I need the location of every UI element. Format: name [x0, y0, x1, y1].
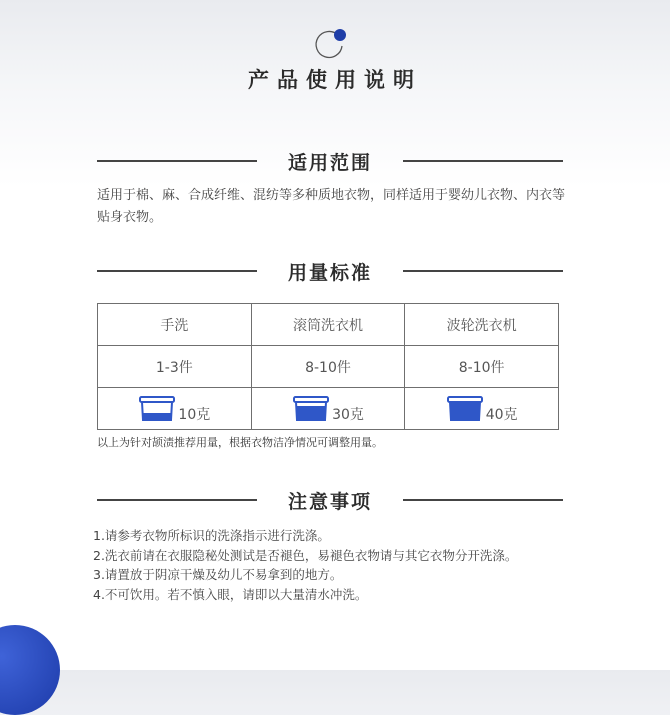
count-pulsator-washer: 8-10件	[405, 346, 559, 388]
amount-hand-wash: 10克	[178, 406, 211, 423]
decorative-circle	[0, 625, 60, 715]
divider-right	[403, 160, 563, 162]
section-heading-scope	[97, 148, 563, 174]
caution-item: 1.请参考衣物所标识的洗涤指示进行洗涤。	[93, 528, 330, 543]
section-title: 用量标准	[287, 262, 372, 284]
section-title: 适用范围	[287, 152, 372, 174]
amount-cell	[98, 388, 252, 430]
section-heading-caution	[97, 487, 563, 513]
amount-pulsator-washer: 40克	[485, 406, 518, 423]
col-header-pulsator-washer: 波轮洗衣机	[405, 304, 559, 346]
amount-drum-washer: 30克	[332, 406, 364, 423]
brand-logo-icon	[313, 26, 349, 62]
section-heading-dosage	[97, 258, 563, 284]
count-hand-wash: 1-3件	[98, 346, 252, 388]
caution-list	[93, 526, 613, 604]
col-header-drum-washer: 滚筒洗衣机	[251, 304, 405, 346]
measuring-cup-icon	[292, 395, 330, 423]
scope-text: 适用于棉、麻、合成纤维、混纺等多种质地衣物，同样适用于婴幼儿衣物、内衣等贴身衣物。	[97, 188, 566, 225]
divider-right	[403, 499, 563, 501]
table-row-header	[98, 304, 559, 346]
count-drum-washer: 8-10件	[251, 346, 405, 388]
measuring-cup-icon	[446, 395, 484, 423]
measuring-cup-icon	[138, 395, 176, 423]
dosage-note: 以上为针对颉渍推荐用量，根据衣物洁净情况可调整用量。	[97, 436, 383, 449]
caution-item: 3.请置放于阴凉干燥及幼儿不易拿到的地方。	[93, 567, 343, 582]
dosage-table	[97, 303, 559, 430]
page-title: 产品使用说明	[248, 68, 422, 92]
amount-cell	[251, 388, 405, 430]
divider-right	[403, 270, 563, 272]
table-row-amounts	[98, 388, 559, 430]
caution-item: 4.不可饮用。若不慎入眼，请即以大量清水冲洗。	[93, 586, 368, 602]
table-row-counts	[98, 346, 559, 388]
amount-cell	[405, 388, 559, 430]
caution-item: 2.洗衣前请在衣服隐秘处测试是否褪色，易褪色衣物请与其它衣物分开洗涤。	[93, 547, 518, 563]
section-title: 注意事项	[287, 491, 372, 513]
col-header-hand-wash: 手洗	[98, 304, 252, 346]
